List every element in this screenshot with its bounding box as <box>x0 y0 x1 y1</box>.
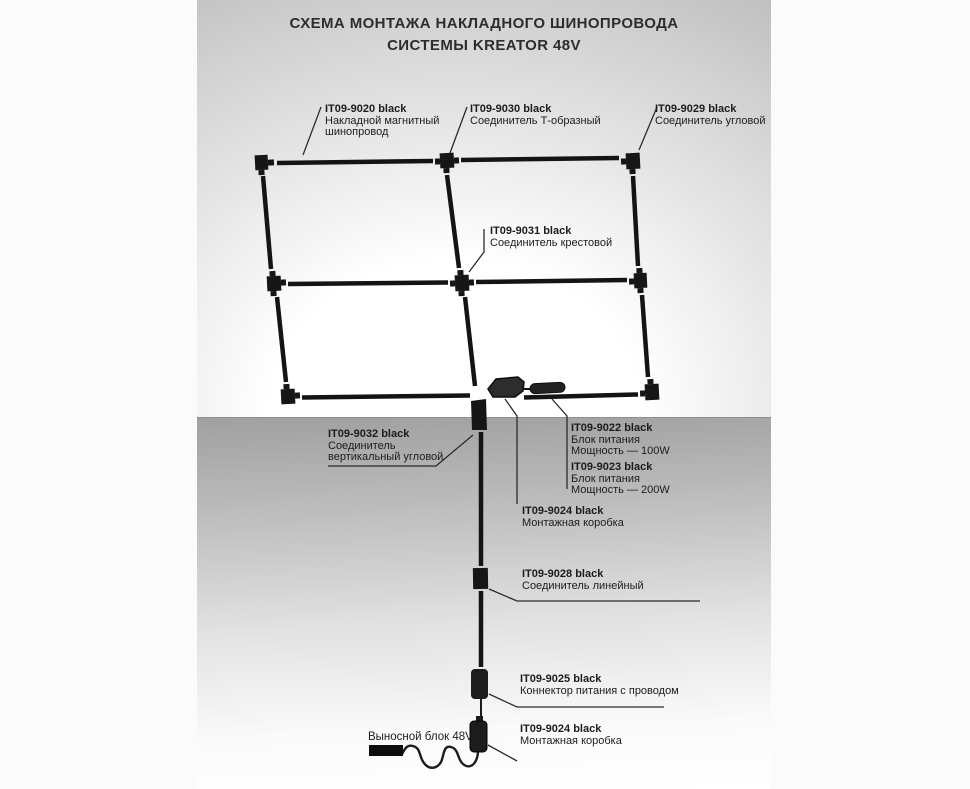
label-it09-9030 <box>470 104 601 127</box>
part-number: IT09-9022 black <box>571 422 653 434</box>
linear-connector <box>473 568 488 589</box>
part-number: IT09-9024 black <box>522 505 604 517</box>
part-description: Соединитель угловой <box>655 114 766 127</box>
corner-connector-top-left <box>255 154 275 175</box>
part-number: IT09-9020 black <box>325 103 407 115</box>
part-description: Соединитель крестовой <box>490 236 613 249</box>
part-description: Выносной блок 48V <box>368 731 473 743</box>
part-description: Соединитель Т-образный <box>470 114 601 127</box>
label-it09-9031 <box>490 226 612 249</box>
part-number: IT09-9025 black <box>520 673 602 685</box>
t-connector-right <box>628 268 647 294</box>
part-description: шинопровод <box>325 126 389 138</box>
part-description: Накладной магнитный <box>325 114 440 127</box>
leader-9030 <box>450 107 467 153</box>
part-description: Коннектор питания с проводом <box>520 684 679 697</box>
cross-connector-center <box>449 269 474 296</box>
label-it09-9029 <box>655 104 766 127</box>
label-it09-9024-upper <box>522 506 624 529</box>
wall-track-run <box>369 432 488 768</box>
label-it09-9028 <box>522 569 644 592</box>
vertical-corner-connector <box>471 399 487 430</box>
leader-9024a <box>505 399 517 504</box>
part-description: Монтажная коробка <box>522 516 624 529</box>
leader-9031 <box>469 229 484 272</box>
part-description: Блок питания <box>571 472 640 485</box>
label-it09-9025 <box>520 674 679 697</box>
label-it09-9032 <box>328 429 443 464</box>
leader-9024b <box>488 745 517 761</box>
label-it09-9024-lower <box>520 724 622 747</box>
part-description: Мощность — 200W <box>571 484 670 496</box>
part-number: IT09-9028 black <box>522 568 604 580</box>
power-supply-unit <box>530 382 565 394</box>
part-number: IT09-9023 black <box>571 461 653 473</box>
part-description: Монтажная коробка <box>520 734 622 747</box>
part-description: Блок питания <box>571 433 640 446</box>
part-number: IT09-9024 black <box>520 723 602 735</box>
leader-9020 <box>303 107 321 155</box>
corner-connector-top-right <box>621 153 641 175</box>
title-line-2: СИСТЕМЫ KREATOR 48V <box>387 37 581 54</box>
label-it09-9020 <box>325 104 439 139</box>
t-connector-left <box>266 270 286 296</box>
remote-driver-block <box>369 745 403 756</box>
part-description: Соединитель линейный <box>522 579 644 592</box>
part-number: IT09-9029 black <box>655 103 737 115</box>
power-cable-squiggle <box>402 746 478 768</box>
part-description: вертикальный угловой <box>328 451 444 463</box>
corner-connector-bottom-left <box>280 383 300 404</box>
label-it09-9022 <box>571 423 670 458</box>
title-line-1: СХЕМА МОНТАЖА НАКЛАДНОГО ШИНОПРОВОДА <box>289 15 679 32</box>
part-number: IT09-9030 black <box>470 103 552 115</box>
label-it09-9023 <box>571 462 670 497</box>
corner-connector-bottom-right <box>639 379 659 401</box>
power-feed-connector <box>471 669 488 699</box>
part-number: IT09-9031 black <box>490 225 572 237</box>
leader-9022-9023 <box>552 399 567 489</box>
t-connector-top <box>435 152 460 173</box>
label-remote-driver-48v <box>368 732 473 744</box>
mounting-box-ceiling <box>488 377 524 397</box>
part-number: IT09-9032 black <box>328 428 410 440</box>
part-description: Мощность — 100W <box>571 445 670 457</box>
part-description: Соединитель <box>328 439 396 452</box>
